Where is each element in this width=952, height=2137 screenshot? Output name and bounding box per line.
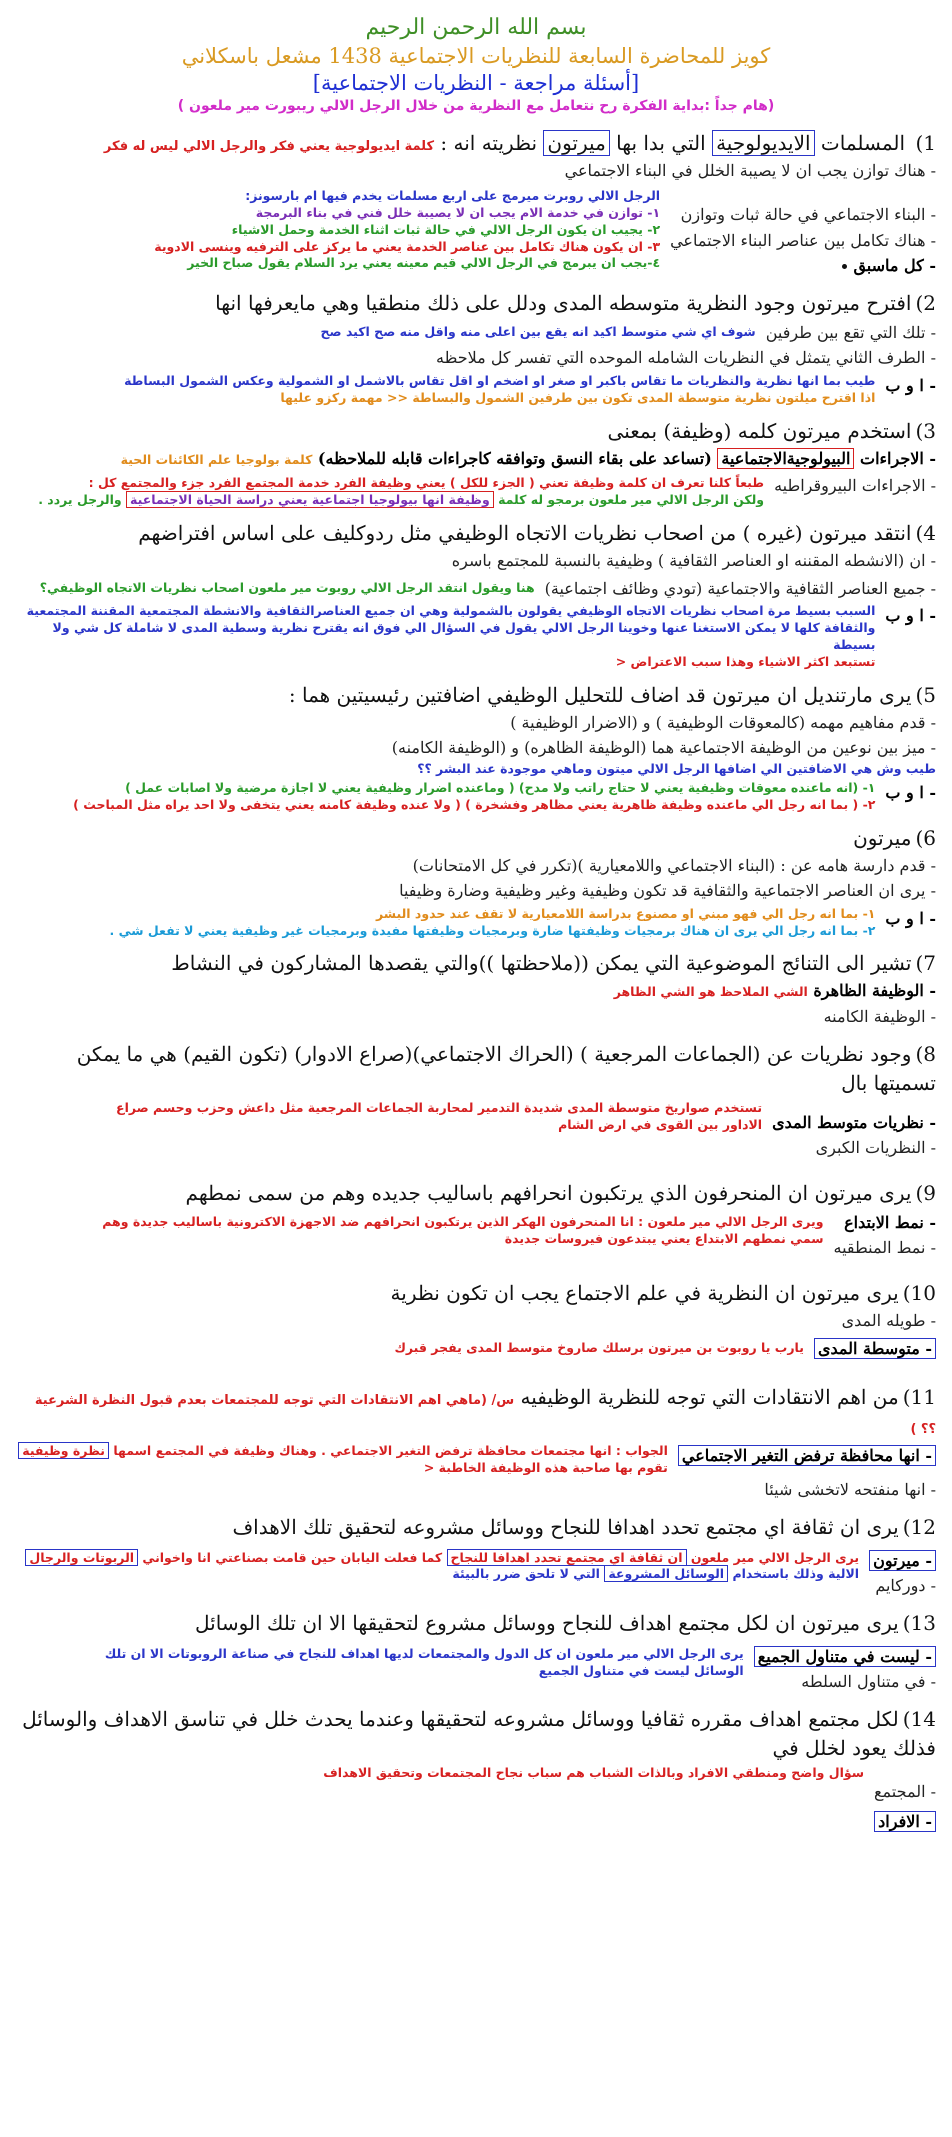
option: - المجتمع bbox=[874, 1781, 936, 1801]
question-stem: 11)من اهم الانتقادات التي توجه للنظرية الوظيفيه س/ (ماهي اهم الانتقادات التي توجه للمجتمعات بعدم قبول النظرة الشرعية ؟؟ ) bbox=[34, 1385, 936, 1438]
option: - قدم دارسة هامه عن : (البناء الاجتماعي واللامعيارية )(تكرر في كل الامتحانات) bbox=[412, 855, 936, 875]
question-stem: 7)تشير الى التنائج الموضوعية التي يمكن ((ملاحظتها ))والتي يقصدها المشاركون في النشاط bbox=[171, 951, 936, 976]
commentary bbox=[16, 603, 875, 671]
option-answer: - ا و ب bbox=[885, 908, 936, 928]
stem-text: التي بدا بها bbox=[616, 131, 706, 156]
question-10 bbox=[16, 1279, 936, 1361]
option: - الطرف الثاني يتمثل في النظريات الشامله الموحده التي تفسر كل ملاحظه bbox=[436, 348, 936, 368]
options-row bbox=[16, 1100, 936, 1136]
question-8 bbox=[16, 1040, 936, 1161]
commentary bbox=[124, 373, 875, 407]
question-6 bbox=[16, 824, 936, 940]
option-answer: - الاجراءات البيولوجيةالاجتماعية (تساعد على بقاء النسق وتوافقه كاجراءات قابله للملاحظه) كلمة بولوجيا علم الكائنات الحية bbox=[120, 448, 936, 468]
commentary bbox=[116, 1100, 762, 1134]
option: - طويله المدى bbox=[841, 1311, 936, 1331]
comment-line: يرى الرجل الالي مير ملعون ان ثقافة اي مجتمع تحدد اهدافا للنجاح كما فعلت اليابان حين قامت بصناعتي انا واخواني الربوتات والرجال bbox=[25, 1550, 859, 1567]
highlight-box: وظيفة انها بيولوجيا اجتماعية يعني دراسة الحياة الاجتماعية bbox=[126, 491, 494, 508]
question-stem: 13)يرى ميرتون ان لكل مجتمع اهداف للنجاح ووسائل مشروع لتحقيقها الا ان تلك الوسائل bbox=[195, 1610, 936, 1635]
comment-line: اذا اقترح ميلتون نظرية متوسطة المدى تكون بين طرفين الشمول والبساطة << مهمة ركزو عليها bbox=[280, 389, 876, 405]
comment-line: يرى الرجل الالي مير ملعون ان كل الدول والمجتمعات لديها اهداف للنجاح في صناعة الروبوتات الا ان تلك bbox=[104, 1645, 744, 1661]
options-row bbox=[16, 186, 936, 279]
question-9 bbox=[16, 1179, 936, 1261]
option: - في متناول السلطه bbox=[801, 1672, 936, 1692]
option: - ميز بين نوعين من الوظيفة الاجتماعية هما (الوظيفة الظاهره) و (الوظيفة الكامنه) bbox=[391, 738, 936, 758]
option: - دوركايم bbox=[875, 1576, 936, 1596]
comment-line: ولكن الرجل الالي مير ملعون برمجو له كلمة وظيفة انها بيولوجيا اجتماعية يعني دراسة الحياة الاجتماعية والرجل يردد . bbox=[38, 492, 765, 508]
highlight-box: نظرة وظيفية bbox=[18, 1442, 109, 1459]
options-row bbox=[16, 1765, 936, 1805]
quiz-title: كويز للمحاضرة السابعة للنظريات الاجتماعية 1438 مشعل باسكلاني bbox=[181, 43, 771, 68]
question-2 bbox=[16, 289, 936, 407]
question-4 bbox=[16, 519, 936, 671]
options-list bbox=[670, 186, 936, 279]
inline-comment: كلمة ايديولوجية يعني فكر والرجل الالي ليس له فكر bbox=[103, 139, 435, 155]
comment-line: ١- بما انه رجل الي فهو مبني او مصنوع بدراسة اللامعيارية لا تقف عند حدود البشر bbox=[375, 905, 876, 921]
option: - البناء الاجتماعي في حالة ثبات وتوازن bbox=[680, 204, 936, 224]
option: - هناك تكامل بين عناصر البناء الاجتماعي bbox=[670, 230, 936, 250]
question-stem: 2)افترح ميرتون وجود النظرية متوسطه المدى ودلل على ذلك منطقيا وهي مايعرفها انها bbox=[215, 290, 936, 315]
question-5 bbox=[16, 681, 936, 814]
commentary bbox=[110, 906, 876, 940]
comment-line: ١- (انه ماعنده معوقات وظيفية يعني لا حتاج راتب ولا مدح) ( وماعنده اضرار وظيفية يعني لا اجازة مرضية ولا اصابات عمل ) bbox=[125, 779, 876, 795]
question-14 bbox=[16, 1705, 936, 1834]
question-stem: 4)انتقد ميرتون (غيره ) من اصحاب نظريات الاتجاه الوظيفي مثل ردوكليف على اساس افتراضهم bbox=[138, 521, 936, 546]
option-answer: - الافراد bbox=[16, 1809, 936, 1835]
inline-comment: كلمة بولوجيا علم الكائنات الحية bbox=[120, 451, 313, 467]
comment-line: تستخدم صواريخ متوسطة المدى شديدة التدمير لمحاربة الجماعات المرجعية مثل داعش وحزب وحسم صراع bbox=[116, 1099, 763, 1115]
commentary bbox=[102, 1210, 823, 1248]
question-13 bbox=[16, 1609, 936, 1695]
comment-line: ٤-يجب ان يبرمج في الرجل الالي قيم معينه يعني يرد السلام يقول صباح الخير bbox=[187, 255, 661, 271]
comment-line: طبعاً كلنا تعرف ان كلمة وظيفة تعني ( الجزء للكل ) يعني وظيفة الفرد خدمة المجتمع الفرد جزء والمجتمع كل : bbox=[88, 475, 765, 491]
option-answer: - ا و ب bbox=[885, 375, 936, 395]
header-note: (هام جداً :بداية الفكرة رح نتعامل مع النظرية من خلال الرجل الالي ريبورت مير ملعون ) bbox=[177, 98, 775, 115]
option: - انها منفتحه لاتخشى شيئا bbox=[764, 1479, 936, 1499]
commentary bbox=[154, 186, 660, 272]
question-stem: 8)وجود نظريات عن (الجماعات المرجعية ) (الحراك الاجتماعي)(صراع الادوار) (تكون القيم) هي ما يمكن تسميتها بال bbox=[76, 1041, 936, 1095]
comment-line: والثقافة كلها لا يمكن الاستغنا عنها وخوينا الرجل الالي يقول في السؤال الي فوق انه يقترح نظرية وسطية المدى لا شاملة كل شي ولا بسيطة bbox=[52, 620, 876, 652]
comment-line: الجواب : انها مجتمعات محافظة ترفض التغير الاجتماعي . وهناك وظيفة في المجتمع اسمها نظرة وظيفية bbox=[18, 1443, 668, 1460]
options-row bbox=[16, 320, 936, 346]
comment-line: ٣- ان يكون هناك تكامل بين عناصر الخدمة يعني ما يركز على الترفيه وينسى الادوية bbox=[154, 238, 661, 254]
option-answer: - ليست في متناول الجميع bbox=[754, 1644, 936, 1670]
option: - جميع العناصر الثقافية والاجتماعية (تودي وظائف اجتماعية) bbox=[544, 578, 936, 598]
commentary bbox=[73, 780, 875, 814]
options-row bbox=[16, 576, 936, 602]
options-list bbox=[869, 1544, 936, 1599]
option-answer: - نمط الابتداع bbox=[844, 1212, 936, 1232]
option-answer: - الوظيفة الظاهرة الشي الملاحظ هو الشي الظاهر bbox=[613, 981, 936, 1001]
comment-line: سؤال واضح ومنطقي الافراد وبالذات الشباب هم سباب نجاح المجتمعات وتحقيق الاهداف bbox=[323, 1764, 865, 1780]
question-stem: 12)يرى ان ثقافة اي مجتمع تحدد اهدافا للنجاح ووسائل مشروعه لتحقيق تلك الاهداف bbox=[232, 1514, 936, 1539]
comment-line: ويرى الرجل الالي مير ملعون : انا المنحرفون الهكر الذين يرتكبون انحرافهم ضد الاجهزة الاكترونية باساليب جديدة وهم bbox=[102, 1213, 824, 1229]
commentary bbox=[38, 473, 764, 509]
option-answer: - ا و ب bbox=[885, 782, 936, 802]
comment-line: ١- توازن في خدمة الام يجب ان لا يصيبة خلل فني في بناء البرمجة bbox=[255, 204, 661, 220]
options-row bbox=[16, 473, 936, 509]
highlight-box: الوسائل المشروعة bbox=[604, 1565, 728, 1582]
comment-line: شوف اي شي متوسط اكيد انه يقع بين اعلى منه واقل منه صح اكيد صح bbox=[320, 323, 756, 339]
comment-line: ٢- بما انه رجل الي يرى ان هناك برمجيات وظيفتها ضارة وبرمجيات وظيفتها مفيدة وبرمجيات غير وظيفية يعني لا تفعل شي . bbox=[109, 922, 876, 938]
question-stem: 6)ميرتون bbox=[853, 825, 936, 850]
option-answer: - ميرتون bbox=[869, 1548, 936, 1574]
question-12 bbox=[16, 1513, 936, 1599]
comment-line: السبب بسيط مرة اصحاب نظريات الاتجاه الوظيفي يقولون بالشمولية وهي ان جميع العناصرالثقافية والانشطة المجتمعية المقننة المجتمعية bbox=[26, 603, 876, 619]
highlight-box: الربوتات والرجال bbox=[25, 1549, 138, 1566]
question-stem: 3)استخدم ميرتون كلمه (وظيفة) بمعنى bbox=[607, 418, 936, 443]
basmala: بسم الله الرحمن الرحيم bbox=[365, 15, 587, 40]
option: - الوظيفة الكامنه bbox=[823, 1007, 936, 1027]
bullet-icon bbox=[842, 264, 847, 269]
option-answer: - كل ماسبق bbox=[670, 253, 936, 279]
question-3 bbox=[16, 417, 936, 509]
question-stem: 9)يرى ميرتون ان المنحرفون الذي يرتكبون انحرافهم باساليب جديده وهم من سمى نمطهم bbox=[185, 1180, 936, 1205]
question-stem: 10)يرى ميرتون ان النظرية في علم الاجتماع يجب ان تكون نظرية bbox=[390, 1281, 936, 1306]
question-stem: 5)يرى مارتنديل ان ميرتون قد اضاف للتحليل الوظيفي اضافتين رئيسيتين هما : bbox=[288, 682, 936, 707]
highlight-box: البيولوجيةالاجتماعية bbox=[717, 448, 854, 469]
option: - يرى ان العناصر الاجتماعية والثقافية قد تكون وظيفية وغير وظيفية وضارة وظيفيا bbox=[399, 881, 936, 901]
comment-line: الالية وذلك باستخدام الوسائل المشروعة التي لا تلحق ضرر بالبيئة bbox=[452, 1566, 860, 1582]
comment-line: طيب وش هي الاضافتين الي اضافها الرجل الالي ميتون وماهي موجودة عند البشر ؟؟ bbox=[417, 760, 936, 776]
options-row bbox=[16, 1640, 936, 1695]
comment-line: ٢- ( بما انه رجل الي ماعنده وظيفة ظاهرية يعني مظاهر وفشخرة ) ( ولا عنده وظيفة كامنه يعني يتخفى ولا احد يراه مثل المباحث ) bbox=[73, 796, 876, 812]
option: - تلك التي تقع بين طرفين bbox=[765, 322, 936, 342]
comment-line: الوسائل ليست في متناول الجميع bbox=[538, 1662, 744, 1678]
comment-line: سمي نمطهم الابتداع يعني يبتدعون فيروسات جديدة bbox=[504, 1230, 824, 1246]
comment-line: ٢- يجيب ان يكون الرجل الالي في حالة ثبات اثناء الخدمة وحمل الاشياء bbox=[231, 221, 661, 237]
option: - النظريات الكبرى bbox=[815, 1138, 936, 1158]
option-answer: - نظريات متوسط المدى bbox=[772, 1112, 936, 1132]
options-list bbox=[834, 1210, 937, 1261]
comment-line: طيب بما انها نظرية والنظريات ما تقاس باكبر او صغر او اضخم او اقل تقاس بالاشمل او الشمولية وعكس الشمول البساطة bbox=[124, 372, 876, 388]
comment-intro: الرجل الالي روبرت ميرمج على اربع مسلمات يخدم فيها ام بارسونز: bbox=[245, 187, 661, 203]
commentary bbox=[18, 1443, 668, 1477]
options-row bbox=[16, 603, 936, 671]
option: - هناك توازن يجب ان لا يصيبة الخلل في البناء الاجتماعي bbox=[564, 161, 936, 181]
question-stem bbox=[16, 129, 936, 158]
comment-line: هنا ويقول انتقد الرجل الالي روبوت مير ملعون اصحاب نظريات الاتجاه الوظيفي؟ bbox=[39, 579, 535, 595]
question-number: 1) bbox=[915, 131, 936, 156]
options-row bbox=[16, 780, 936, 814]
inline-comment: س/ (ماهي اهم الانتقادات التي توجه للمجتمعات بعدم قبول النظرة الشرعية ؟؟ ) bbox=[34, 1393, 936, 1438]
question-1 bbox=[16, 129, 936, 278]
inline-comment: الشي الملاحظ هو الشي الظاهر bbox=[613, 984, 808, 1000]
stem-text: المسلمات bbox=[820, 131, 906, 156]
commentary bbox=[105, 1640, 744, 1680]
commentary bbox=[25, 1544, 859, 1584]
comment-line: يارب يا روبوت بن ميرتون برسلك صاروخ متوسط المدى يفجر قبرك bbox=[394, 1339, 804, 1355]
question-7 bbox=[16, 949, 936, 1029]
comment-line: تستبعد اكثر الاشياء وهذا سبب الاعتراض < bbox=[615, 653, 876, 669]
quiz-subtitle: [أسئلة مراجعة - النظريات الاجتماعية] bbox=[312, 70, 640, 95]
option: - الاجراءات البيروقراطيه bbox=[774, 476, 936, 496]
comment-line: تقوم بها صاحبة هذه الوظيفة الخاطبة < bbox=[423, 1460, 668, 1476]
options-row bbox=[16, 1210, 936, 1261]
question-11 bbox=[16, 1383, 936, 1502]
options-row bbox=[16, 1544, 936, 1599]
highlight-box: الايديولوجية bbox=[712, 130, 814, 156]
options-list bbox=[754, 1640, 936, 1695]
option: - قدم مفاهيم مهمه (كالمعوقات الوظيفية ) و (الاضرار الوظيفية ) bbox=[510, 712, 936, 732]
options-row bbox=[16, 906, 936, 940]
highlight-box: ميرتون bbox=[543, 130, 609, 156]
option: - ان (الانشطه المقننه او العناصر الثقافية ) وظيفية بالنسبة للمجتمع باسره bbox=[451, 551, 936, 571]
highlight-box: ان ثقافة اي مجتمع تحدد اهدافا للنجاح bbox=[447, 1549, 687, 1566]
header bbox=[16, 14, 936, 115]
stem-text: نظريته انه : bbox=[440, 131, 538, 156]
option-answer: - ا و ب bbox=[885, 606, 936, 626]
comment-line: الاداور بين القوى في ارض الشام bbox=[558, 1116, 763, 1132]
option-answer: - متوسطة المدى bbox=[814, 1336, 936, 1362]
option-answer: - انها محافظة ترفض التغير الاجتماعي bbox=[678, 1443, 936, 1469]
options-row bbox=[16, 373, 936, 407]
options-row bbox=[16, 1443, 936, 1477]
question-stem: 14)لكل مجتمع اهداف مقرره ثقافيا ووسائل مشروعه لتحقيقها وعندما يحدث خلل في تناسق الاهداف والوسائل فذلك يعود لخلل في bbox=[22, 1706, 936, 1760]
option: - نمط المنطقيه bbox=[833, 1238, 936, 1258]
options-row bbox=[16, 1336, 936, 1362]
